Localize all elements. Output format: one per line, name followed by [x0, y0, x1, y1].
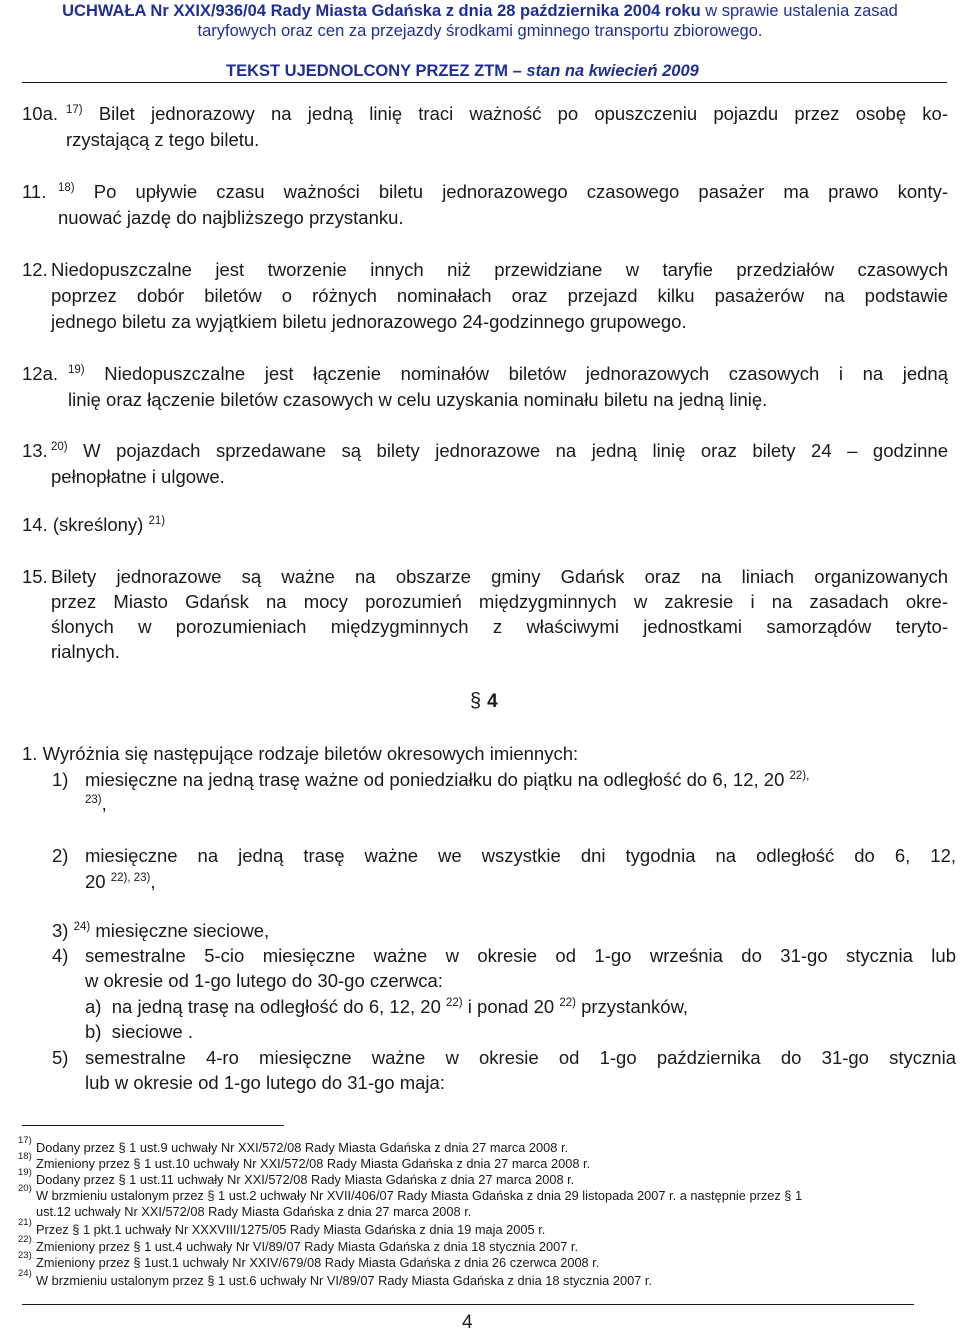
footnote-ref[interactable]: 17) — [66, 104, 83, 116]
list-item-4-line-1: semestralne 5-cio miesięczne ważne w okresie od 1-go września do 31-go stycznia lub — [85, 945, 956, 966]
footnote-ref[interactable]: 22), — [789, 770, 810, 782]
footnote-ref[interactable]: 22) — [559, 997, 576, 1009]
para-13-line-2: pełnopłatne i ulgowe. — [51, 466, 225, 487]
footnote-ref[interactable]: 19) — [68, 364, 85, 376]
list-item-4-line-2: w okresie od 1-go lutego do 30-go czerwca: — [85, 970, 443, 991]
para-12-line-1: Niedopuszczalne jest tworzenie innych niż przewidziane w taryfie przedziałów czasowych — [51, 259, 948, 280]
header-consolidated-text: TEKST UJEDNOLCONY PRZEZ ZTM – stan na kwiecień 2009 — [226, 62, 699, 80]
section-sign: § — [470, 690, 482, 712]
list-item-2-line-1: miesięczne na jedną trasę ważne we wszystkie dni tygodnia na odległość do 6, 12, — [85, 845, 956, 866]
para-13-number: 13. — [22, 440, 48, 461]
para-15-line-2: przez Miasto Gdańsk na mocy porozumień międzygminnych w zakresie i na zasadach okre- — [51, 591, 948, 612]
footnote-19: Dodany przez § 1 ust.11 uchwały Nr XXI/572/08 Rady Miasta Gdańska z dnia 27 marca 2008 r. — [36, 1172, 575, 1187]
document-header — [0, 0, 960, 41]
para-12-line-2: poprzez dobór biletów o różnych nominałach oraz przejazd kilku pasażerów na podstawie — [51, 285, 948, 306]
list-item-1-number: 1) — [52, 769, 69, 790]
footnote-22-number: 22) — [18, 1234, 32, 1245]
para-15-number: 15. — [22, 566, 48, 587]
para-11-number: 11. — [22, 181, 47, 202]
list-item-1-line-1: miesięczne na jedną trasę ważne od poniedziałku do piątku na odległość do 6, 12, 20 $^{22),}$ — [85, 769, 810, 790]
list-item-4a: a) na jedną trasę na odległość do 6, 12, 20 $^{22)}$ i ponad 20 $^{22)}$ przystanków, — [85, 996, 689, 1017]
footnote-23: Zmieniony przez § 1ust.1 uchwały Nr XXIV/679/08 Rady Miasta Gdańska z dnia 26 czerwca 2008 r. — [36, 1255, 600, 1270]
page-number: 4 — [462, 1312, 473, 1333]
para-11-line-1: $^{18)}$ Po upływie czasu ważności biletu jednorazowego czasowego pasażer ma prawo konty- — [58, 181, 949, 202]
footnote-21-number: 21) — [18, 1217, 32, 1228]
para-10a-number: 10a. — [22, 103, 59, 124]
para-12-number: 12. — [22, 259, 48, 280]
para-11-line-2: nuować jazdę do najbliższego przystanku. — [58, 207, 404, 228]
footnote-ref[interactable]: 20) — [51, 441, 68, 453]
list-item-5-line-1: semestralne 4-ro miesięczne ważne w okresie od 1-go października do 31-go stycznia — [85, 1047, 956, 1068]
footnote-18-number: 18) — [18, 1151, 32, 1162]
para-15-line-1: Bilety jednorazowe są ważne na obszarze gminy Gdańsk oraz na liniach organizowanych — [51, 566, 948, 587]
footnote-19-number: 19) — [18, 1167, 32, 1178]
footnote-rule — [22, 1125, 284, 1126]
para-15-line-4: rialnych. — [51, 641, 120, 662]
para-12a-line-1: $^{19)}$ Niedopuszczalne jest łączenie nominałów biletów jednorazowych czasowych i na jedną — [68, 363, 949, 384]
footnote-20-number: 20) — [18, 1183, 32, 1194]
footnote-ref[interactable]: 22) — [446, 997, 463, 1009]
list-item-1-line-2: $^{23)}$, — [85, 793, 107, 814]
footnote-22: Zmieniony przez § 1 ust.4 uchwały Nr VI/89/07 Rady Miasta Gdańska z dnia 18 stycznia 2007 r. — [36, 1239, 579, 1254]
footnote-ref[interactable]: 22), 23) — [110, 872, 151, 884]
para-12a-number: 12a. — [22, 363, 59, 384]
list-item-4b: b) sieciowe . — [85, 1021, 193, 1042]
footnote-ref[interactable]: 21) — [148, 515, 166, 527]
list-item-2-number: 2) — [52, 845, 69, 866]
para-13-line-1: $^{20)}$ W pojazdach sprzedawane są bilety jednorazowe na jedną linię oraz bilety 24 – godzinne — [51, 440, 949, 461]
footnote-20-line-2: ust.12 uchwały Nr XXI/572/08 Rady Miasta Gdańska z dnia 27 marca 2008 r. — [36, 1204, 472, 1219]
para-10a-line-1: $^{17)}$ Bilet jednorazowy na jedną linię traci ważność po opuszczeniu pojazdu przez osobę ko- — [66, 103, 949, 124]
para-15-line-3: ślonych w porozumieniach międzygminnych z właściwymi jednostkami samorządów teryto- — [51, 616, 948, 637]
list-item-5-number: 5) — [52, 1047, 69, 1068]
list-item-4-number: 4) — [52, 945, 69, 966]
footnote-18: Zmieniony przez § 1 ust.10 uchwały Nr XXI/572/08 Rady Miasta Gdańska z dnia 27 marca 2008 r. — [36, 1156, 591, 1171]
list-item-2-line-2: 20 $^{22), 23)}$, — [85, 871, 156, 892]
para-12a-line-2: linię oraz łączenie biletów czasowych w celu uzyskania nominału biletu na jedną linię. — [68, 389, 768, 410]
footnote-20-line-1: W brzmieniu ustalonym przez § 1 ust.2 uchwały Nr XVII/406/07 Rady Miasta Gdańska z dnia 29 listopada 2007 r. a następnie przez § 1 — [36, 1188, 803, 1203]
footnote-24: W brzmieniu ustalonym przez § 1 ust.6 uchwały Nr VI/89/07 Rady Miasta Gdańska z dnia 18 stycznia 2007 r. — [36, 1273, 652, 1288]
footnote-ref[interactable]: 24) — [73, 921, 91, 933]
footnote-ref[interactable]: 23) — [85, 794, 102, 806]
header-line-1 — [0, 1, 960, 21]
footnote-17: Dodany przez § 1 ust.9 uchwały Nr XXI/572/08 Rady Miasta Gdańska z dnia 27 marca 2008 r. — [36, 1140, 569, 1155]
header-rule — [22, 82, 947, 83]
para-14: 14. (skreślony) $^{21)}$ — [22, 514, 166, 535]
footnote-21: Przez § 1 pkt.1 uchwały Nr XXXVIII/1275/05 Rady Miasta Gdańska z dnia 19 maja 2005 r. — [36, 1222, 546, 1237]
list-item-5-line-2: lub w okresie od 1-go lutego do 31-go maja: — [85, 1072, 445, 1093]
header-line-2: taryfowych oraz cen za przejazdy środkami gminnego transportu zbiorowego. — [197, 22, 763, 40]
footnote-ref[interactable]: 18) — [58, 182, 75, 194]
para-12-line-3: jednego biletu za wyjątkiem biletu jednorazowego 24-godzinnego grupowego. — [51, 311, 687, 332]
footnote-17-number: 17) — [18, 1135, 32, 1146]
section-heading: § 4 — [470, 690, 498, 712]
header-resolution-title: UCHWAŁA Nr XXIX/936/04 Rady Miasta Gdańska z dnia 28 października 2004 roku — [62, 2, 701, 20]
page-bottom-rule — [22, 1304, 914, 1305]
list-intro: 1. Wyróżnia się następujące rodzaje biletów okresowych imiennych: — [22, 743, 579, 764]
para-10a-line-2: rzystającą z tego biletu. — [66, 129, 260, 150]
footnote-24-number: 24) — [18, 1268, 32, 1279]
list-item-3: 3) $^{24)}$ miesięczne sieciowe, — [52, 920, 270, 941]
footnote-23-number: 23) — [18, 1250, 32, 1261]
header-subject: w sprawie ustalenia zasad — [700, 2, 898, 20]
